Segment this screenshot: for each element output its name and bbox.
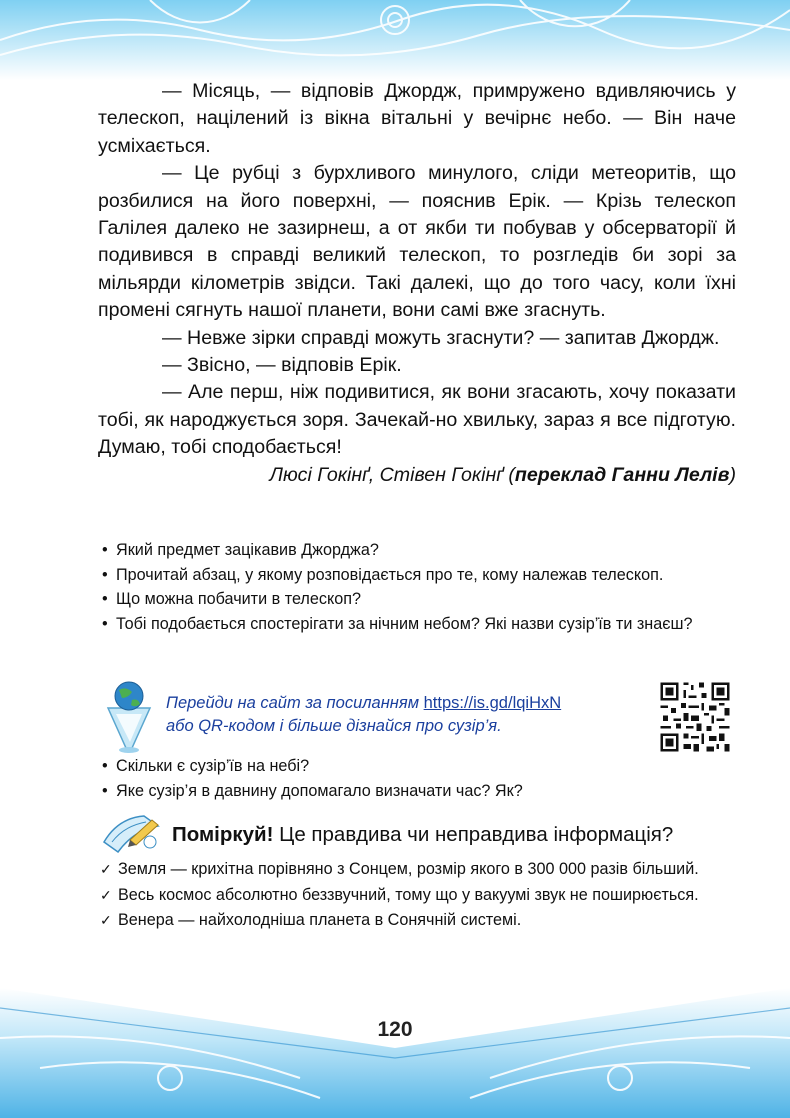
story-paragraph: — Звісно, — відповів Ерік.	[162, 354, 402, 377]
question-item: • Скільки є сузір’їв на небі?	[100, 755, 736, 778]
check-item: ✓ Венера — найхолодніша планета в Сонячній системі.	[100, 909, 736, 932]
tip-text	[166, 692, 646, 738]
tip-text-start: Перейди на сайт за посиланням	[166, 694, 424, 712]
story-paragraph: — Місяць, — відповів Джордж, примружено вдивляючись у телескоп, націлений із вікна вітальні у вечірнє небо. — Він наче усміхається.	[98, 80, 736, 157]
story-author	[98, 462, 736, 489]
think-bold: Поміркуй!	[172, 823, 274, 846]
story-text	[98, 78, 736, 489]
question-item: • Тобі подобається спостерігати за нічним небом? Які назви сузір’їв ти знаєш?	[100, 613, 736, 636]
author-open-paren: (	[502, 463, 515, 486]
question-item: • Що можна побачити в телескоп?	[100, 588, 736, 611]
tip-link[interactable]: https://is.gd/lqiHxN	[423, 694, 562, 712]
globe-funnel-icon	[102, 678, 156, 754]
internet-tip	[100, 678, 736, 758]
tip-text-end: або QR-кодом і більше дізнайся про сузір’я.	[166, 717, 502, 735]
check-item: ✓ Земля — крихітна порівняно з Сонцем, розмір якого в 300 000 разів більший.	[100, 858, 736, 881]
author-names: Люсі Гокінґ, Стівен Гокінґ	[269, 463, 503, 486]
page-number: 120	[377, 1018, 413, 1041]
story-paragraph: — Але перш, ніж подивитися, як вони згасають, хочу показати тобі, як народжується зоря. Зачекай-но хвильку, зараз я все підготую. Думаю, тобі сподобається!	[98, 381, 736, 459]
think-title	[172, 822, 673, 848]
top-decoration	[0, 0, 790, 80]
story-paragraph: — Це рубці з бурхливого минулого, сліди метеоритів, що розбилися на його поверхні, — пояснив Ерік. — Крізь телескоп Галілея далеко не зазирнеш, а от якби ти побував у обсерваторії й подивився в справді великий телескоп, то розгледів би зорі за мільярди кілометрів звідси. Такі далекі, що до того часу, коли їхні промені сягнуть нашої планети, вони самі вже згаснуть.	[98, 162, 736, 322]
think-section	[100, 812, 736, 856]
questions-list-1	[100, 539, 736, 637]
author-close-paren: )	[729, 463, 736, 486]
bottom-decoration	[0, 978, 790, 1118]
story-paragraph: — Невже зірки справді можуть згаснути? — запитав Джордж.	[162, 326, 720, 349]
question-item: • Який предмет зацікавив Джорджа?	[100, 539, 736, 562]
think-question: Це правдива чи неправдива інформація?	[273, 823, 674, 846]
author-translation: переклад Ганни Лелів	[514, 463, 730, 486]
question-item: • Яке сузір’я в давнину допомагало визначати час? Як?	[100, 780, 736, 803]
questions-list-2	[100, 755, 736, 804]
qr-code-icon[interactable]	[658, 680, 732, 754]
true-false-list	[100, 858, 736, 935]
pencil-paper-icon	[100, 812, 164, 854]
check-item: ✓ Весь космос абсолютно беззвучний, тому що у вакуумі звук не поширюється.	[100, 884, 736, 907]
question-item: • Прочитай абзац, у якому розповідається про те, кому належав телескоп.	[100, 564, 736, 587]
